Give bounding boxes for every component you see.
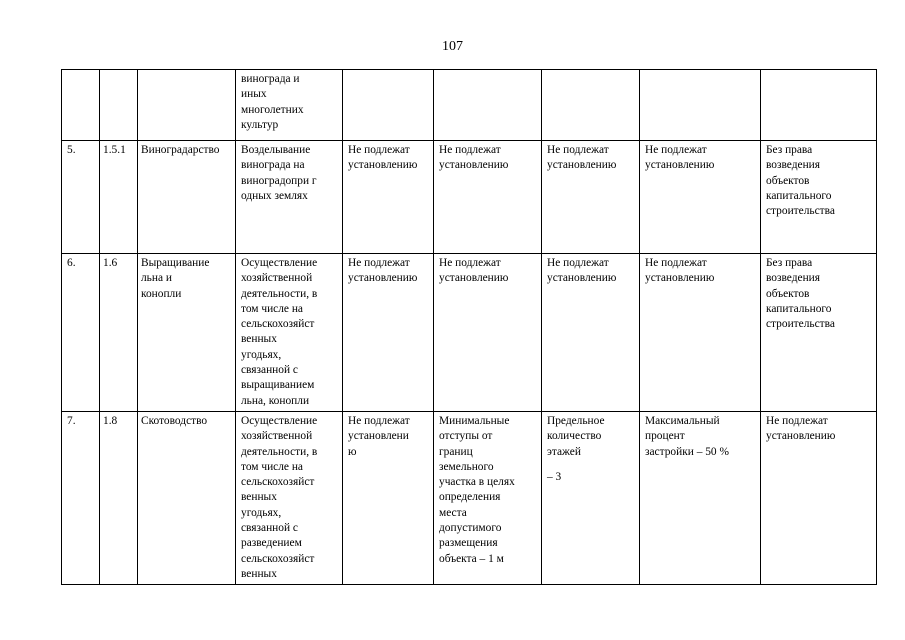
cell-line: возведения	[766, 159, 820, 172]
cell-line: возведения	[766, 272, 820, 285]
cell-line: связанной с	[241, 522, 298, 535]
cell-line: Выращивание	[141, 257, 210, 269]
cell-param-floors	[542, 70, 640, 141]
cell-line: Не подлежат	[645, 144, 707, 156]
cell-param-area	[343, 254, 434, 412]
cell-line: ю	[348, 445, 357, 458]
cell-line: угодьях,	[241, 506, 282, 519]
cell-line: границ	[439, 445, 473, 458]
cell-line: капитального	[766, 189, 832, 202]
cell-line: Не подлежат	[348, 257, 410, 269]
cell-line: Без права	[766, 144, 813, 156]
cell-param-coverage	[640, 412, 761, 585]
cell-param-setbacks	[434, 70, 542, 141]
cell-use-name	[138, 141, 236, 254]
cell-param-setbacks	[434, 412, 542, 585]
cell-line: хозяйственной	[241, 272, 313, 285]
table-row	[62, 70, 877, 141]
cell-use-name	[138, 254, 236, 412]
cell-line: размещения	[439, 537, 498, 550]
cell-line: Возделывание	[241, 144, 311, 156]
table-row	[62, 254, 877, 412]
cell-line: объектов	[766, 174, 810, 187]
cell-line: количество	[547, 430, 602, 443]
cell-line: этажей	[547, 445, 581, 458]
cell-line: выращиванием	[241, 379, 315, 392]
cell-line: угодьях,	[241, 348, 282, 361]
cell-line: Не подлежат	[547, 257, 609, 269]
cell-number	[62, 141, 100, 254]
cell-line: земельного	[439, 460, 494, 473]
cell-line: установлению	[348, 272, 418, 285]
cell-line: строительства	[766, 205, 835, 218]
cell-use-description	[236, 412, 343, 585]
cell-line: том числе на	[241, 460, 303, 473]
cell-line: 7.	[67, 415, 76, 427]
cell-use-name	[138, 412, 236, 585]
cell-line: Осуществление	[241, 415, 318, 427]
cell-line: установлению	[547, 159, 617, 172]
cell-line: застройки – 50 %	[645, 445, 729, 458]
page-number: 107	[442, 39, 463, 54]
cell-code	[100, 412, 138, 585]
cell-code	[100, 254, 138, 412]
cell-number	[62, 254, 100, 412]
cell-line: участка в целях	[439, 476, 515, 489]
cell-line: установлению	[439, 272, 509, 285]
cell-line: Не подлежат	[766, 415, 828, 427]
cell-code	[100, 141, 138, 254]
cell-param-setbacks	[434, 141, 542, 254]
cell-line: допустимого	[439, 522, 502, 535]
cell-line	[645, 72, 756, 82]
cell-line: Без права	[766, 257, 813, 269]
cell-line: конопли	[141, 287, 182, 300]
cell-use-description	[236, 70, 343, 141]
cell-line: многолетних	[241, 103, 304, 116]
cell-line: венных	[241, 491, 277, 504]
cell-line: Не подлежат	[645, 257, 707, 269]
cell-line: 6.	[67, 257, 76, 269]
cell-line: разведением	[241, 537, 302, 550]
cell-line: льна, конопли	[241, 394, 310, 407]
cell-use-description	[236, 254, 343, 412]
cell-line: установлению	[439, 159, 509, 172]
cell-line: объекта – 1 м	[439, 552, 504, 565]
cell-param-restrictions	[761, 141, 877, 254]
cell-line: установлению	[547, 272, 617, 285]
cell-param-floors	[542, 254, 640, 412]
cell-line: винограда и	[241, 73, 300, 85]
cell-line: деятельности, в	[241, 287, 318, 300]
cell-line: Скотоводство	[141, 415, 208, 427]
cell-line: установлению	[645, 159, 715, 172]
cell-line: установлени	[348, 430, 409, 443]
cell-param-area	[343, 70, 434, 141]
cell-number	[62, 70, 100, 141]
cell-line	[547, 72, 635, 82]
cell-line: связанной с	[241, 364, 298, 377]
cell-line: культур	[241, 118, 279, 131]
cell-param-area	[343, 412, 434, 585]
cell-line: хозяйственной	[241, 430, 313, 443]
cell-line: объектов	[766, 287, 810, 300]
cell-line: капитального	[766, 302, 832, 315]
cell-line	[766, 72, 872, 82]
cell-line: – 3	[547, 470, 562, 483]
cell-line: 1.8	[103, 415, 118, 427]
cell-use-description	[236, 141, 343, 254]
cell-line: льна и	[141, 272, 172, 285]
cell-number	[62, 412, 100, 585]
cell-line	[547, 460, 635, 470]
cell-line: Минимальные	[439, 415, 510, 427]
table-row	[62, 412, 877, 585]
cell-line: сельскохозяйст	[241, 552, 315, 565]
cell-line: венных	[241, 567, 277, 580]
cell-line	[103, 72, 135, 82]
cell-param-coverage	[640, 70, 761, 141]
cell-line: том числе на	[241, 302, 303, 315]
cell-line: одных землях	[241, 189, 308, 202]
land-use-table	[61, 69, 877, 585]
cell-line: виноградопри г	[241, 174, 317, 187]
cell-line: венных	[241, 333, 277, 346]
table-row	[62, 141, 877, 254]
cell-line: 5.	[67, 144, 76, 156]
cell-line: Предельное	[547, 415, 605, 427]
cell-line	[439, 72, 537, 82]
cell-line: Не подлежат	[348, 415, 410, 427]
cell-code	[100, 70, 138, 141]
cell-line: деятельности, в	[241, 445, 318, 458]
cell-line	[67, 72, 95, 82]
cell-line: определения	[439, 491, 501, 504]
cell-param-coverage	[640, 141, 761, 254]
cell-line: установлению	[348, 159, 418, 172]
cell-param-floors	[542, 141, 640, 254]
cell-line: Виноградарство	[141, 144, 220, 156]
cell-param-restrictions	[761, 412, 877, 585]
cell-line: Не подлежат	[439, 144, 501, 156]
cell-line	[141, 72, 233, 82]
cell-line: установлению	[645, 272, 715, 285]
cell-line: Не подлежат	[547, 144, 609, 156]
cell-line: 1.5.1	[103, 144, 126, 156]
cell-line: Не подлежат	[348, 144, 410, 156]
cell-line: сельскохозяйст	[241, 476, 315, 489]
cell-line: места	[439, 506, 467, 519]
cell-param-restrictions	[761, 70, 877, 141]
cell-line: Осуществление	[241, 257, 318, 269]
cell-line: 1.6	[103, 257, 118, 269]
cell-use-name	[138, 70, 236, 141]
cell-line: винограда на	[241, 159, 305, 172]
cell-line: Максимальный	[645, 415, 720, 427]
cell-line: строительства	[766, 318, 835, 331]
cell-param-area	[343, 141, 434, 254]
cell-line: процент	[645, 430, 685, 443]
cell-param-coverage	[640, 254, 761, 412]
cell-param-restrictions	[761, 254, 877, 412]
cell-line: сельскохозяйст	[241, 318, 315, 331]
cell-line: Не подлежат	[439, 257, 501, 269]
cell-line: отступы от	[439, 430, 493, 443]
cell-line	[348, 72, 429, 82]
cell-param-floors	[542, 412, 640, 585]
cell-line: иных	[241, 88, 267, 101]
cell-line: установлению	[766, 430, 836, 443]
cell-param-setbacks	[434, 254, 542, 412]
